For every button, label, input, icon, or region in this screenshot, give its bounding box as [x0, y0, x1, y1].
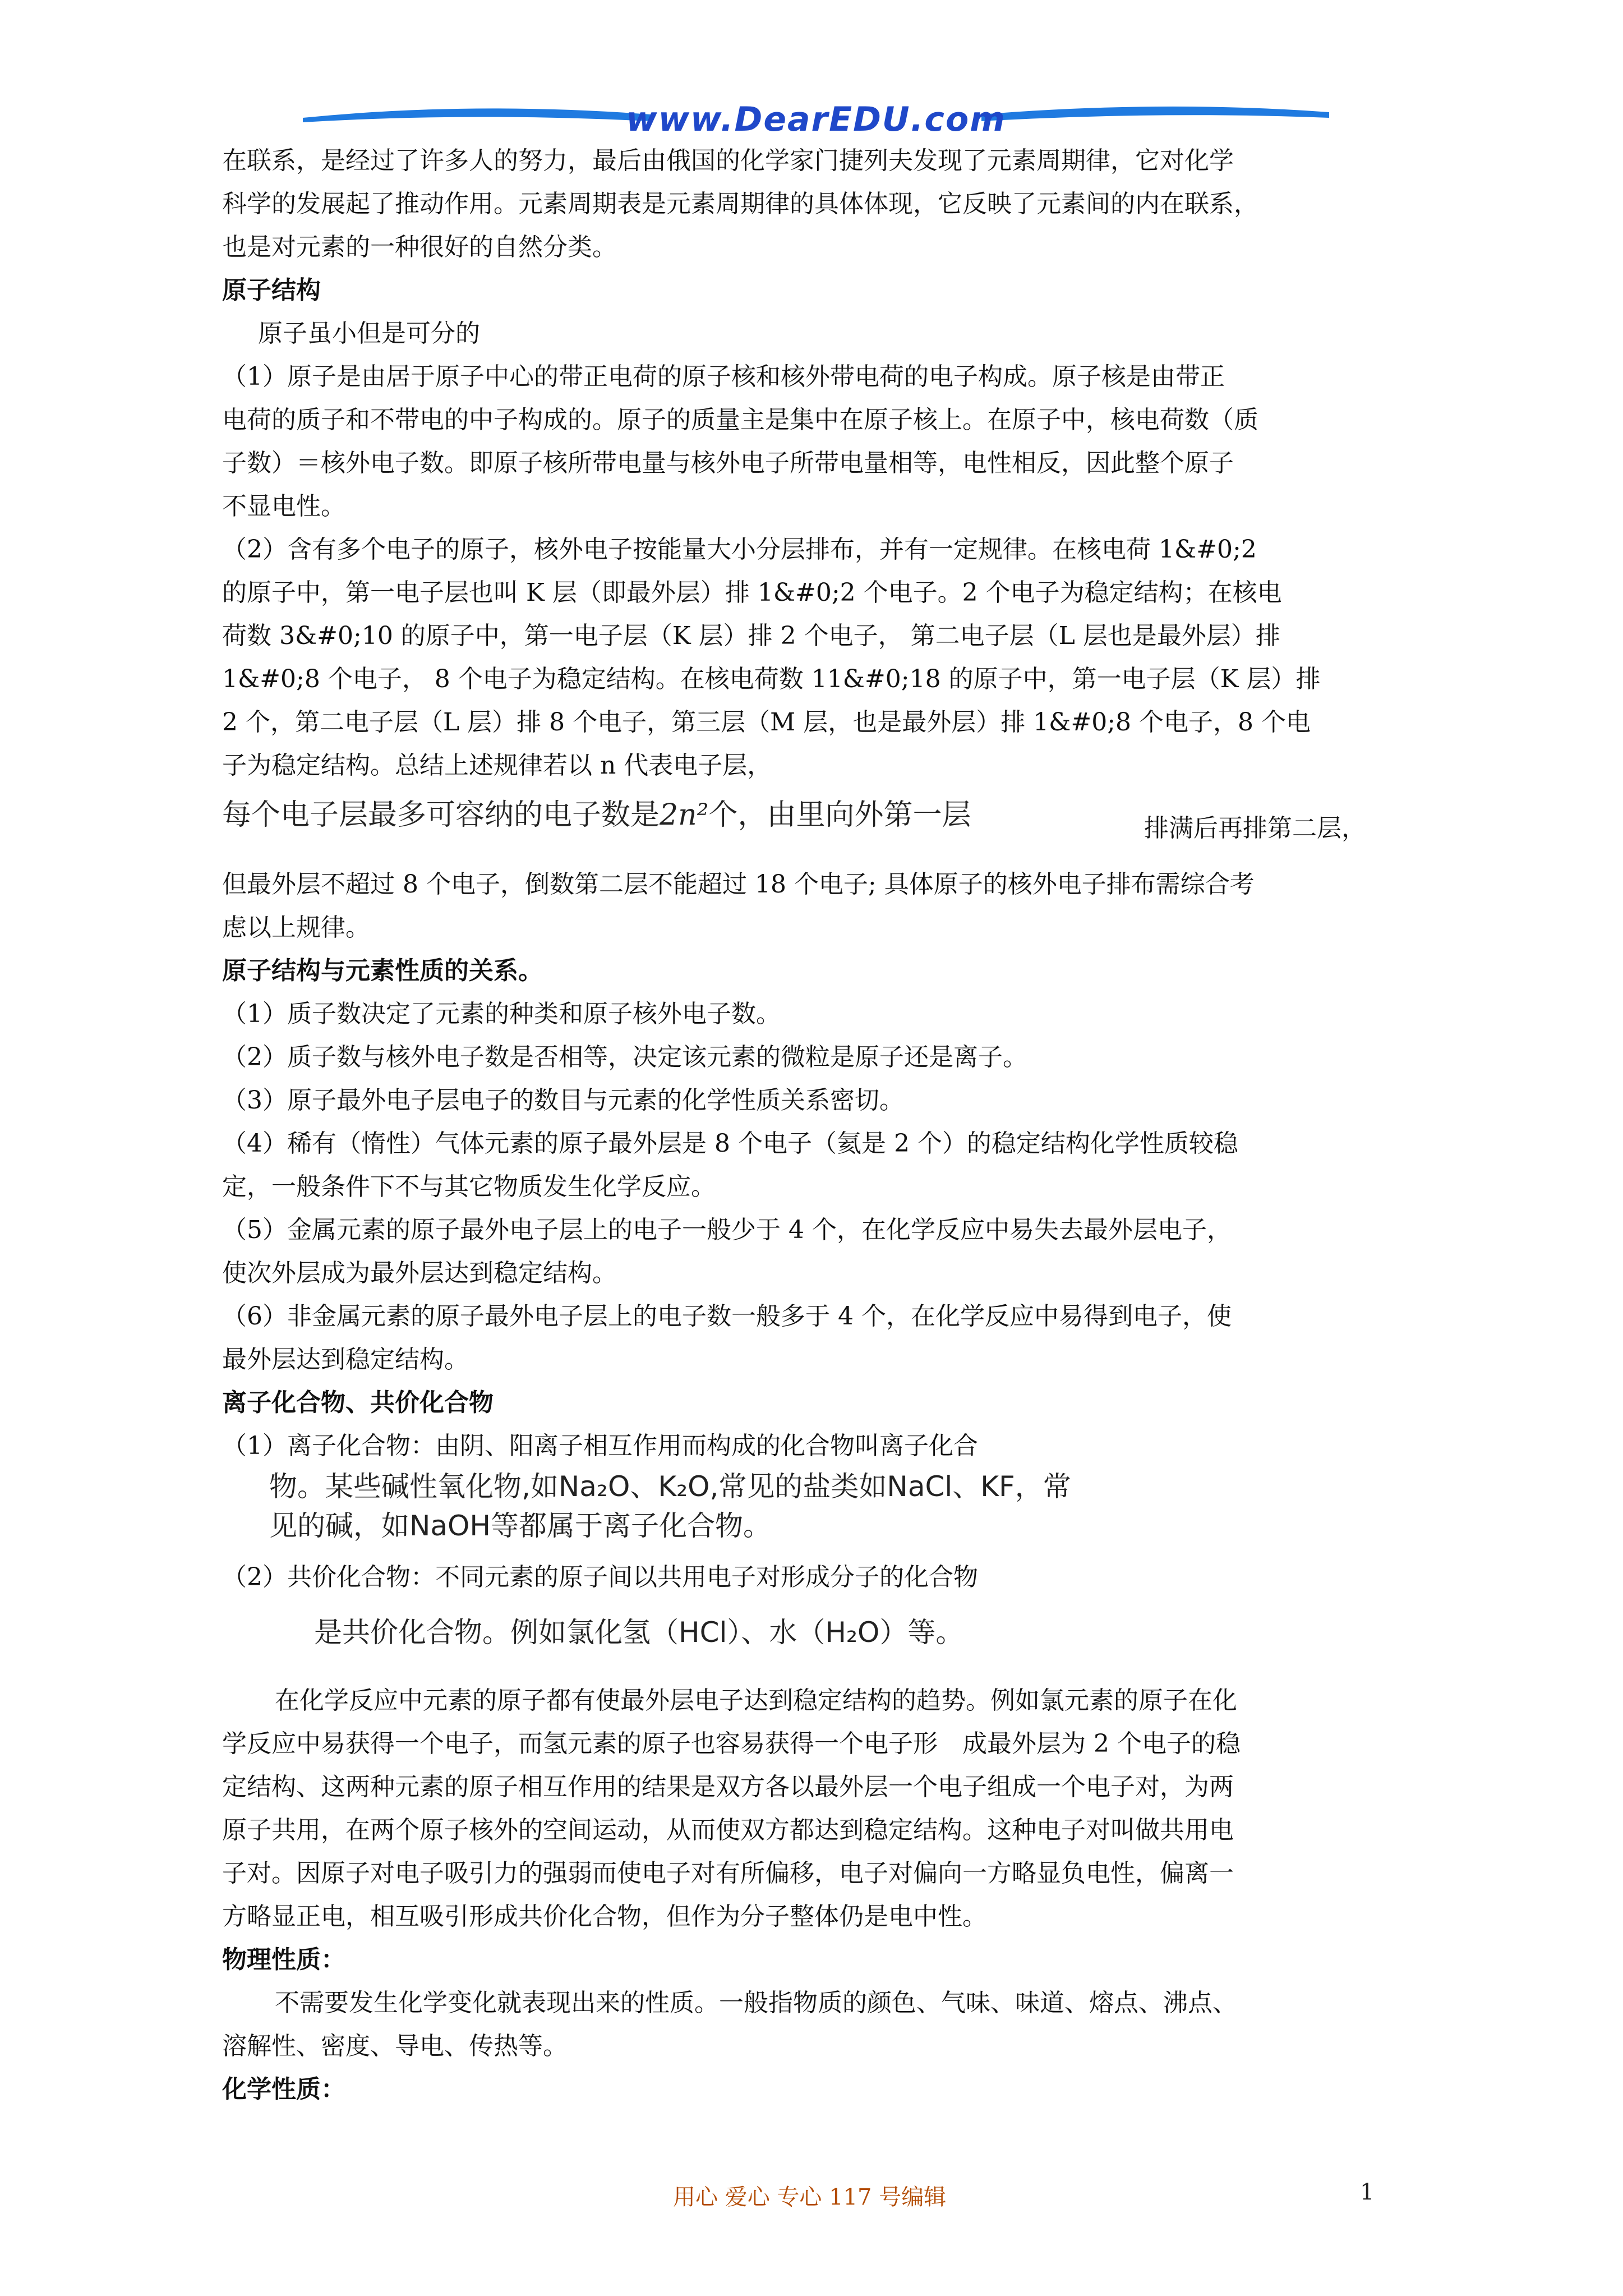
relation-item-5-line-2: 使次外层成为最外层达到稳定结构。	[222, 1259, 617, 1287]
site-logo-text[interactable]: www.DearEDU.com	[626, 100, 1006, 139]
rule-formula: 2n²	[660, 798, 709, 832]
relation-item-6-line-2: 最外层达到稳定结构。	[222, 1345, 469, 1374]
p2-line-4: 1&#0;8 个电子， 8 个电子为稳定结构。在核电荷数 11&#0;18 的原子中，第一电子层（K 层）排	[222, 665, 1321, 693]
ionic-example-image-line-1: 物。某些碱性氧化物,如Na₂O、K₂O,常见的盐类如NaCl、KF，常	[269, 1470, 1071, 1503]
p3-line-1: 但最外层不超过 8 个电子，倒数第二层不能超过 18 个电子; 具体原子的核外电子排布需综合考	[222, 870, 1255, 899]
relation-item-2: （2）质子数与核外电子数是否相等，决定该元素的微粒是原子还是离子。	[222, 1043, 1027, 1071]
physical-line-2: 溶解性、密度、导电、传热等。	[222, 2032, 568, 2060]
physical-line-1: 不需要发生化学变化就表现出来的性质。一般指物质的颜色、气味、味道、熔点、沸点、	[275, 1989, 1237, 2017]
footer-text: 用心 爱心 专心 117 号编辑	[673, 2184, 947, 2210]
relation-item-6-line-1: （6）非金属元素的原子最外电子层上的电子数一般多于 4 个，在化学反应中易得到电子，使	[222, 1302, 1232, 1331]
header-banner	[303, 95, 1329, 140]
embedded-rule-image	[222, 791, 971, 833]
p2-line-6: 子为稳定结构。总结上述规律若以 n 代表电子层，	[222, 751, 772, 780]
p4-line-4: 原子共用，在两个原子核外的空间运动，从而使双方都达到稳定结构。这种电子对叫做共用电	[222, 1816, 1234, 1844]
relation-item-3: （3）原子最外电子层电子的数目与元素的化学性质关系密切。	[222, 1086, 904, 1115]
relation-item-4-line-2: 定，一般条件下不与其它物质发生化学反应。	[222, 1172, 716, 1201]
p2-line-3: 荷数 3&#0;10 的原子中，第一电子层（K 层）排 2 个电子， 第二电子层（L 层也是最外层）排	[222, 622, 1280, 650]
heading-physical-properties: 物理性质：	[222, 1945, 345, 1974]
heading-relation: 原子结构与元素性质的关系。	[222, 956, 543, 985]
p4-line-5: 子对。因原子对电子吸引力的强弱而使电子对有所偏移，电子对偏向一方略显负电性，偏离一	[222, 1859, 1234, 1888]
intro-line-1: 在联系，是经过了许多人的努力，最后由俄国的化学家门捷列夫发现了元素周期律，它对化学	[222, 146, 1234, 175]
covalent-compound-line: （2）共价化合物：不同元素的原子间以共用电子对形成分子的化合物	[222, 1563, 978, 1591]
atom-divisible-text: 原子虽小但是可分的	[258, 319, 480, 348]
p2-line-2: 的原子中，第一电子层也叫 K 层（即最外层）排 1&#0;2 个电子。2 个电子为稳定结构；在核电	[222, 578, 1282, 607]
heading-chemical-properties: 化学性质：	[222, 2075, 345, 2104]
p3-line-2: 虑以上规律。	[222, 913, 370, 942]
p1-line-4: 不显电性。	[222, 492, 345, 521]
rule-text-b: 个，由里向外第一层	[708, 798, 971, 832]
p1-line-2: 电荷的质子和不带电的中子构成的。原子的质量主是集中在原子核上。在原子中，核电荷数（质	[222, 406, 1258, 434]
rule-text-a: 每个电子层最多可容纳的电子数是	[222, 798, 660, 832]
ionic-compound-line: （1）离子化合物：由阴、阳离子相互作用而构成的化合物叫离子化合	[222, 1432, 978, 1460]
p4-line-2: 学反应中易获得一个电子，而氢元素的原子也容易获得一个电子形 成最外层为 2 个电子的稳	[222, 1729, 1241, 1758]
p4-line-3: 定结构、这两种元素的原子相互作用的结果是双方各以最外层一个电子组成一个电子对，为两	[222, 1773, 1234, 1801]
relation-item-5-line-1: （5）金属元素的原子最外电子层上的电子一般少于 4 个，在化学反应中易失去最外层电子，	[222, 1216, 1232, 1244]
heading-atom-structure: 原子结构	[222, 276, 321, 305]
relation-item-4-line-1: （4）稀有（惰性）气体元素的原子最外层是 8 个电子（氦是 2 个）的稳定结构化学性质较稳	[222, 1129, 1238, 1158]
heading-compounds: 离子化合物、共价化合物	[222, 1388, 494, 1417]
ionic-example-image-line-2: 见的碱，如NaOH等都属于离子化合物。	[269, 1510, 771, 1542]
p1-line-1: （1）原子是由居于原子中心的带正电荷的原子核和核外带电荷的电子构成。原子核是由带正	[222, 362, 1225, 391]
intro-line-2: 科学的发展起了推动作用。元素周期表是元素周期律的具体体现，它反映了元素间的内在联系，	[222, 190, 1258, 218]
page-number: 1	[1360, 2179, 1375, 2205]
p1-line-3: 子数）＝核外电子数。即原子核所带电量与核外电子所带电量相等，电性相反，因此整个原子	[222, 449, 1234, 477]
p2-line-5: 2 个，第二电子层（L 层）排 8 个电子，第三层（M 层，也是最外层）排 1&#0;8 个电子，8 个电	[222, 708, 1311, 737]
p4-line-6: 方略显正电，相互吸引形成共价化合物，但作为分子整体仍是电中性。	[222, 1902, 987, 1931]
rule-tail-text: 排满后再排第二层，	[1144, 814, 1366, 843]
relation-item-1: （1）质子数决定了元素的种类和原子核外电子数。	[222, 1000, 781, 1028]
p2-line-1: （2）含有多个电子的原子，核外电子按能量大小分层排布，并有一定规律。在核电荷 1&#0;2	[222, 535, 1257, 564]
covalent-example-image-line: 是共价化合物。例如氯化氢（HCl）、水（H₂O）等。	[314, 1616, 964, 1649]
p4-line-1: 在化学反应中元素的原子都有使最外层电子达到稳定结构的趋势。例如氯元素的原子在化	[275, 1686, 1237, 1715]
intro-line-3: 也是对元素的一种很好的自然分类。	[222, 233, 617, 261]
